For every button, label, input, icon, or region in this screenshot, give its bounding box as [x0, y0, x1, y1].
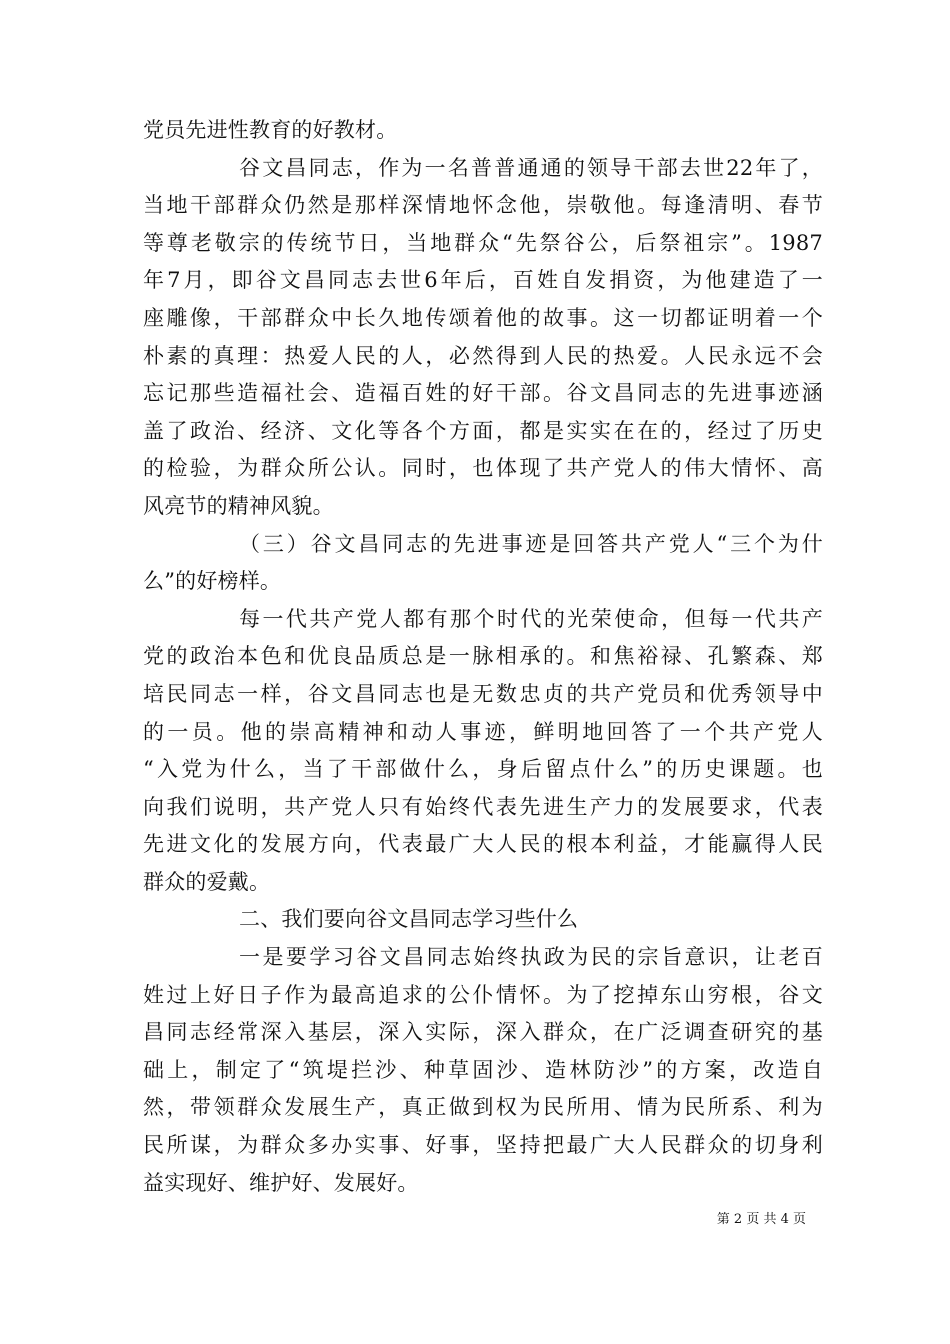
text-line: 民所谋，为群众多办实事、好事，坚持把最广大人民群众的切身利 — [143, 1133, 823, 1158]
text-line: 么”的好榜样。 — [143, 569, 282, 594]
text-line: 群众的爱戴。 — [143, 869, 271, 894]
text-line: 朴素的真理：热爱人民的人，必然得到人民的热爱。人民永远不会 — [143, 343, 823, 368]
text-line: 昌同志经常深入基层，深入实际，深入群众，在广泛调查研究的基 — [143, 1020, 823, 1045]
text-line: 的一员。他的崇高精神和动人事迹，鲜明地回答了一个共产党人 — [143, 719, 823, 744]
text-line: 础上，制定了“筑堤拦沙、种草固沙、造林防沙”的方案，改造自 — [143, 1057, 823, 1082]
text-line: 盖了政治、经济、文化等各个方面，都是实实在在的，经过了历史 — [143, 418, 823, 443]
text-line: 年7月，即谷文昌同志去世6年后，百姓自发捐资，为他建造了一 — [143, 268, 823, 293]
text-line: 然，带领群众发展生产，真正做到权为民所用、情为民所系、利为 — [143, 1095, 823, 1120]
text-line: “入党为什么，当了干部做什么，身后留点什么”的历史课题。也 — [143, 757, 823, 782]
text-line: 姓过上好日子作为最高追求的公仆情怀。为了挖掉东山穷根，谷文 — [143, 982, 823, 1007]
text-line: 等尊老敬宗的传统节日，当地群众“先祭谷公，后祭祖宗”。1987 — [143, 230, 823, 255]
text-line: 向我们说明，共产党人只有始终代表先进生产力的发展要求，代表 — [143, 794, 823, 819]
text-line: 忘记那些造福社会、造福百姓的好干部。谷文昌同志的先进事迹涵 — [143, 381, 823, 406]
text-line: 风亮节的精神风貌。 — [143, 493, 334, 518]
text-line: （三）谷文昌同志的先进事迹是回答共产党人“三个为什 — [239, 531, 823, 556]
text-line: 每一代共产党人都有那个时代的光荣使命，但每一代共产 — [239, 606, 823, 631]
text-line: 座雕像，干部群众中长久地传颂着他的故事。这一切都证明着一个 — [143, 305, 823, 330]
text-line: 党员先进性教育的好教材。 — [143, 118, 398, 142]
text-line: 二、我们要向谷文昌同志学习些什么 — [239, 907, 579, 932]
text-line: 当地干部群众仍然是那样深情地怀念他，崇敬他。每逢清明、春节 — [143, 193, 823, 218]
text-line: 益实现好、维护好、发展好。 — [143, 1170, 419, 1195]
text-line: 先进文化的发展方向，代表最广大人民的根本利益，才能赢得人民 — [143, 832, 823, 857]
document-body — [143, 112, 823, 1202]
text-line: 一是要学习谷文昌同志始终执政为民的宗旨意识，让老百 — [239, 945, 823, 970]
text-line: 谷文昌同志，作为一名普普通通的领导干部去世22年了， — [239, 155, 823, 180]
text-line: 培民同志一样，谷文昌同志也是无数忠贞的共产党员和优秀领导中 — [143, 681, 823, 706]
text-line: 的检验，为群众所公认。同时，也体现了共产党人的伟大情怀、高 — [143, 456, 823, 481]
text-line: 党的政治本色和优良品质总是一脉相承的。和焦裕禄、孔繁森、郑 — [143, 644, 823, 669]
page-number: 第 2 页 共 4 页 — [716, 1212, 806, 1227]
